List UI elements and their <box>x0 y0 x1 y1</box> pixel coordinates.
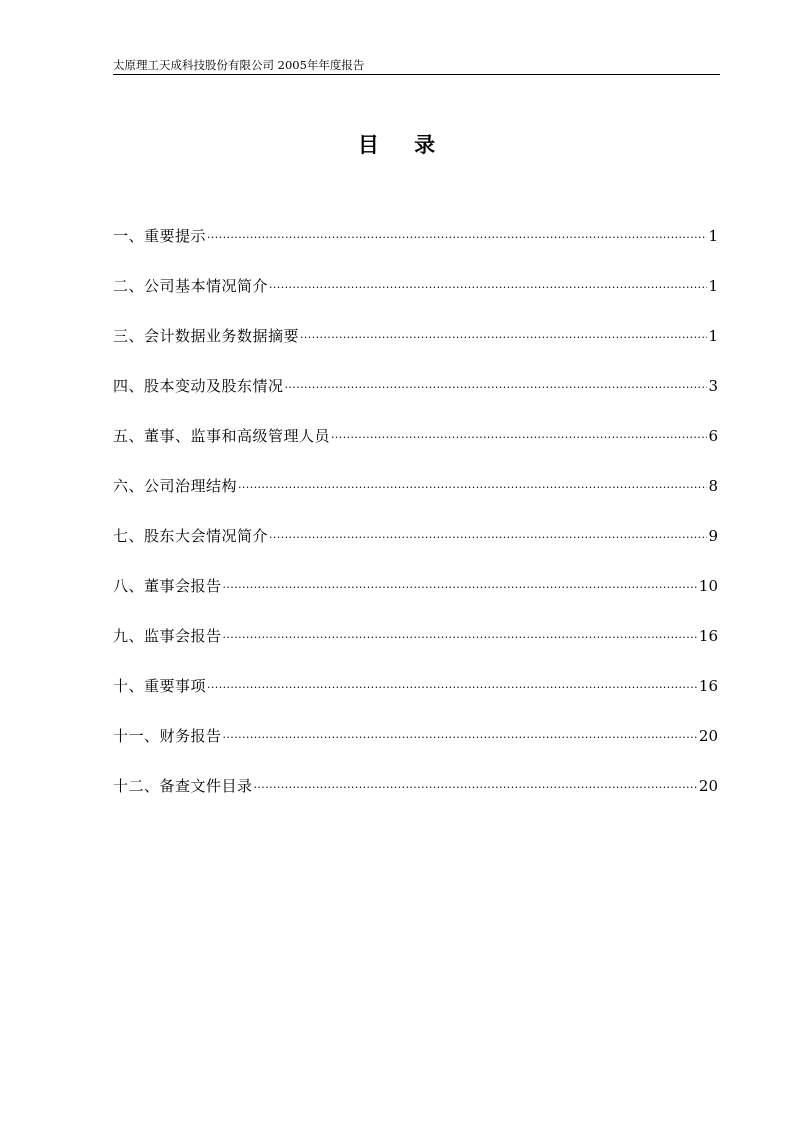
toc-entry-9[interactable] <box>113 625 718 675</box>
toc-entry-page: 10 <box>698 577 718 595</box>
toc-entry-4[interactable] <box>113 375 718 425</box>
toc-entry-page: 1 <box>708 327 718 345</box>
toc-entry-label: 十、重要事项 <box>113 677 207 695</box>
toc-entry-11[interactable] <box>113 725 718 775</box>
toc-entry-3[interactable] <box>113 325 718 375</box>
toc-entry-label: 二、公司基本情况简介 <box>113 277 269 295</box>
toc-entry-label: 十一、财务报告 <box>113 727 222 745</box>
toc-entry-page: 1 <box>708 277 718 295</box>
toc-dot-leader <box>254 777 698 799</box>
toc-dot-leader <box>300 327 707 349</box>
toc-entry-5[interactable] <box>113 425 718 475</box>
toc-entry-page: 20 <box>698 777 718 795</box>
toc-entry-page: 6 <box>708 427 718 445</box>
toc-entry-8[interactable] <box>113 575 718 625</box>
toc-entry-label: 八、董事会报告 <box>113 577 222 595</box>
toc-entry-page: 16 <box>698 627 718 645</box>
toc-entry-label: 七、股东大会情况简介 <box>113 527 269 545</box>
toc-entry-6[interactable] <box>113 475 718 525</box>
toc-dot-leader <box>331 427 707 449</box>
toc-entry-page: 9 <box>708 527 718 545</box>
toc-entry-page: 20 <box>698 727 718 745</box>
table-of-contents <box>113 225 718 825</box>
toc-dot-leader <box>223 577 698 599</box>
toc-dot-leader <box>269 527 707 549</box>
toc-dot-leader <box>238 477 707 499</box>
toc-entry-page: 3 <box>708 377 718 395</box>
page-title: 目 录 <box>357 133 450 157</box>
toc-entry-label: 九、监事会报告 <box>113 627 222 645</box>
toc-dot-leader <box>223 627 698 649</box>
toc-entry-2[interactable] <box>113 275 718 325</box>
toc-dot-leader <box>285 377 708 399</box>
toc-entry-10[interactable] <box>113 675 718 725</box>
toc-entry-label: 十二、备查文件目录 <box>113 777 253 795</box>
toc-entry-1[interactable] <box>113 225 718 275</box>
toc-entry-page: 16 <box>698 677 718 695</box>
running-header: 太原理工天成科技股份有限公司 2005年年度报告 <box>113 58 365 72</box>
toc-dot-leader <box>207 677 698 699</box>
toc-dot-leader <box>223 727 698 749</box>
toc-dot-leader <box>207 227 707 249</box>
toc-entry-label: 四、股本变动及股东情况 <box>113 377 284 395</box>
toc-entry-page: 8 <box>708 477 718 495</box>
toc-entry-label: 六、公司治理结构 <box>113 477 238 495</box>
toc-entry-12[interactable] <box>113 775 718 825</box>
toc-entry-label: 一、重要提示 <box>113 227 207 245</box>
toc-entry-label: 五、董事、监事和高级管理人员 <box>113 427 331 445</box>
toc-entry-page: 1 <box>708 227 718 245</box>
toc-dot-leader <box>269 277 707 299</box>
toc-entry-label: 三、会计数据业务数据摘要 <box>113 327 300 345</box>
header-rule <box>113 74 720 75</box>
toc-entry-7[interactable] <box>113 525 718 575</box>
